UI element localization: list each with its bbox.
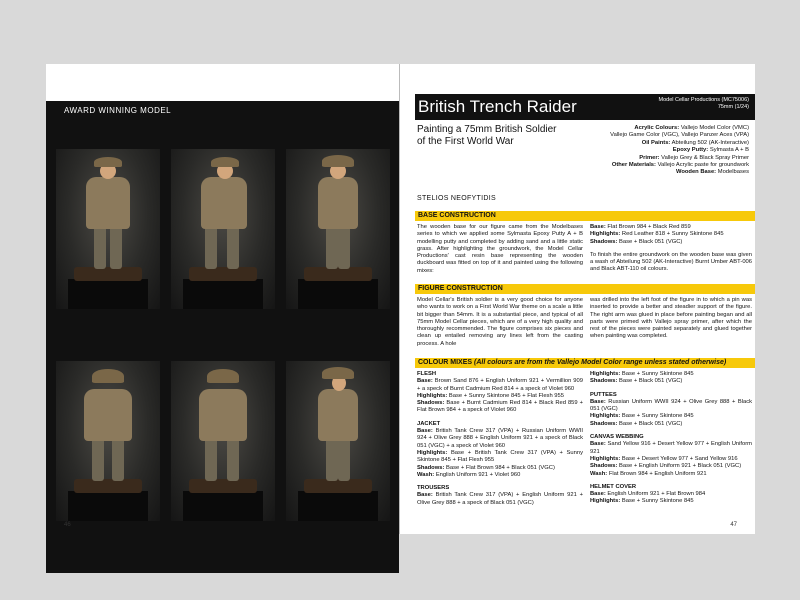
author-name: STELIOS NEOFYTIDIS <box>417 195 496 202</box>
section-label: AWARD WINNING MODEL <box>64 106 172 115</box>
base-construction-text: The wooden base for our figure came from the Modelbases series to which we applied some Sylmasta Epoxy Putty A + B modelling putty and completed by adding sand and a little static grass. After highlighting the groundwork, the Model Cellar Productions' cast resin base representing the wooden duckboard was fitted on top of it and painted using the following mixes: <box>417 224 583 274</box>
spec-line: Wooden Base: Modelbases <box>675 169 749 176</box>
colour-mixes-left-column: FLESH Base: Brown Sand 876 + English Uniform 921 + Vermillion 909 + a speck of Burnt Cadmium Red 814 + a speck of Violet 960 Highlights: Base + Sunny Skintone 845 + Flat Flesh 955 Shadows: Base + Burnt Cadmium Red 814 + Black Red 859 + Flat Brown 984 + a speck of Violet 960 JACKET Base: British Tank Crew 317 (VPA) + Russian Uniform WWII 924 + Olive Grey 888 + English Uniform 921 + a speck of Black 051 (VGC) + a speck of Violet 960 Highlights: Base + British Tank Crew 317 (VPA) + Sunny Skintone 845 + Flat Flesh 955 Shadows: Base + Flat Brown 984 + Black 051 (VGC) Wash: English Uniform 921 + Violet 960 TROUSERS Base: British Tank Crew 317 (VPA) + English Uniform 921 + Olive Grey 888 + a speck of Black 051 (VGC) <box>417 371 583 506</box>
photo-front-view <box>56 149 160 309</box>
base-construction-heading: BASE CONSTRUCTION <box>415 211 755 221</box>
right-page <box>400 64 755 534</box>
spec-line: Primer: Vallejo Grey & Black Spray Primer <box>639 154 749 161</box>
figure-construction-text-right: was drilled into the left foot of the figure in to which a pin was inserted to provide a better and steadier support of the figure. The right arm was glued in place before painting began and all parts were primed with Vallejo spray primer, after which the rest of the pieces were painted separately and glued together when painting was completed. <box>590 297 752 340</box>
photo-side-view <box>171 149 275 309</box>
miniature-photo-collage <box>46 121 399 573</box>
photo-profile-view <box>286 361 390 521</box>
article-subtitle: Painting a 75mm British Soldier of the First World War <box>417 124 557 147</box>
base-construction-mixes: Base: Flat Brown 984 + Black Red 859 Highlights: Red Leather 818 + Sunny Skintone 845 Shadows: Base + Black 051 (VGC) To finish the entire groundwork on the wooden base was given a wash of Abteilung 502 (AK-Interactive) Burnt Umber ABT-006 and Black ABT-110 oil colours. <box>590 224 752 273</box>
photo-rear-side-view <box>171 361 275 521</box>
photo-back-view <box>56 361 160 521</box>
section-band <box>46 101 399 121</box>
spec-line: Epoxy Putty: Sylmasta A + B <box>672 147 749 154</box>
page-number-right: 47 <box>730 522 737 528</box>
spec-line: Oil Paints: Abteilung 502 (AK-Interactive) <box>641 139 749 146</box>
producer-info <box>659 97 749 111</box>
article-title: British Trench Raider <box>418 97 577 116</box>
spec-line: Acrylic Colours: Vallejo Model Color (VMC) <box>634 125 749 131</box>
model-scale: 75mm (1/24) <box>717 104 749 110</box>
colour-mixes-right-column: Highlights: Base + Sunny Skintone 845 Shadows: Base + Black 051 (VGC) PUTTEES Base: Russian Uniform WWII 924 + Olive Grey 888 + Black 051 (VGC) Highlights: Base + Sunny Skintone 845 Shadows: Base + Black 051 (VGC) CANVAS WEBBING Base: Sand Yellow 916 + Desert Yellow 977 + English Uniform 921 Highlights: Base + Desert Yellow 977 + Sand Yellow 916 Shadows: Base + English Uniform 921 + Black 051 (VGC) Wash: Flat Brown 984 + English Uniform 921 HELMET COVER Base: English Uniform 921 + Flat Brown 984 Highlights: Base + Sunny Skintone 845 <box>590 371 752 505</box>
left-page <box>46 64 399 534</box>
page-number-left: 46 <box>64 522 71 528</box>
spec-line: Other Materials: Vallejo Acrylic paste for groundwork <box>611 162 749 169</box>
title-band <box>415 94 755 120</box>
figure-construction-heading: FIGURE CONSTRUCTION <box>415 284 755 294</box>
producer-name: Model Cellar Productions (MC75006) <box>658 97 749 103</box>
colour-mixes-heading: COLOUR MIXES (All colours are from the Vallejo Model Color range unless stated otherwise) <box>415 358 755 368</box>
spec-line: Vallejo Game Color (VGC), Vallejo Panzer Aces (VPA) <box>610 132 749 139</box>
figure-construction-text-left: Model Cellar's British soldier is a very good choice for anyone who wants to work on a First World War theme on a scale a little bit bigger than 54mm. It is a substantial piece, and typical of all 75mm Model Cellar pieces, which are of a very high quality and thoroughly recommended. The figure comprises six pieces and clean up entailed removing any lines left from the casting process. A hole <box>417 297 583 347</box>
photo-three-quarter-view <box>286 149 390 309</box>
materials-list <box>549 125 749 177</box>
